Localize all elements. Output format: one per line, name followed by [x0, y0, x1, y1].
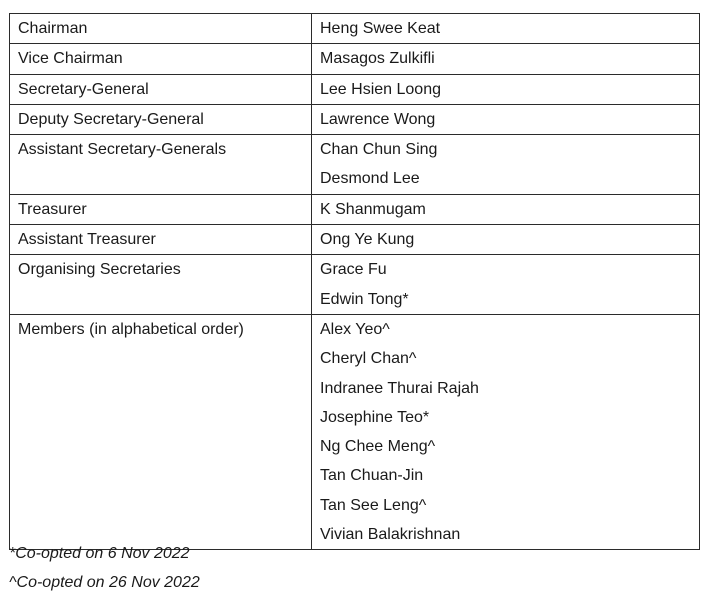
role-label: Members [18, 320, 85, 338]
member-name: Desmond Lee [320, 170, 420, 188]
table-row [10, 194, 700, 224]
role-note: (in alphabetical order) [84, 320, 244, 338]
names-cell [312, 135, 700, 195]
role-label: Treasurer [18, 200, 87, 218]
names-cell [312, 314, 700, 549]
member-name: Masagos Zulkifli [320, 50, 435, 68]
member-name: Edwin Tong* [320, 290, 409, 308]
role-label: Organising Secretaries [18, 261, 181, 279]
committee-table [9, 13, 700, 550]
role-cell [10, 255, 312, 315]
role-cell [10, 135, 312, 195]
role-cell [10, 74, 312, 104]
table-row [10, 135, 700, 195]
role-label: Chairman [18, 20, 88, 37]
role-cell [10, 104, 312, 134]
names-cell [312, 225, 700, 255]
role-cell [10, 225, 312, 255]
member-name: Ng Chee Meng^ [320, 438, 436, 456]
member-name: Lee Hsien Loong [320, 80, 441, 98]
member-name: Indranee Thurai Rajah [320, 379, 479, 397]
table-row [10, 44, 700, 74]
names-cell [312, 104, 700, 134]
table-row [10, 74, 700, 104]
role-cell [10, 194, 312, 224]
table-row [10, 255, 700, 315]
role-label: Deputy Secretary-General [18, 110, 204, 128]
role-label: Secretary-General [18, 80, 149, 98]
role-cell [10, 14, 312, 44]
names-cell [312, 74, 700, 104]
member-name: Cheryl Chan^ [320, 350, 417, 368]
names-cell [312, 255, 700, 315]
table-row [10, 225, 700, 255]
table-row [10, 314, 700, 549]
member-name: Lawrence Wong [320, 110, 436, 128]
member-name: Josephine Teo* [320, 408, 430, 426]
member-name: Grace Fu [320, 261, 387, 279]
names-cell [312, 44, 700, 74]
names-cell [312, 194, 700, 224]
role-cell [10, 44, 312, 74]
member-name: K Shanmugam [320, 200, 426, 218]
footnote-co-opted-26-nov: ^Co-opted on 26 Nov 2022 [9, 574, 200, 591]
member-name: Vivian Balakrishnan [320, 526, 461, 544]
member-name: Tan Chuan-Jin [320, 467, 424, 485]
member-name: Ong Ye Kung [320, 231, 415, 249]
member-name: Alex Yeo^ [320, 320, 390, 338]
role-label-group [18, 315, 311, 344]
role-label: Assistant Treasurer [18, 231, 156, 249]
table-row [10, 104, 700, 134]
role-label: Vice Chairman [18, 50, 123, 68]
footnotes [9, 539, 200, 597]
role-cell [10, 314, 312, 549]
names-cell [312, 14, 700, 44]
role-label: Assistant Secretary-Generals [18, 141, 227, 159]
member-name: Heng Swee Keat [320, 20, 441, 37]
table-row [10, 14, 700, 44]
member-name: Chan Chun Sing [320, 141, 438, 159]
footnote-co-opted-6-nov: *Co-opted on 6 Nov 2022 [9, 545, 190, 562]
member-name: Tan See Leng^ [320, 496, 427, 514]
